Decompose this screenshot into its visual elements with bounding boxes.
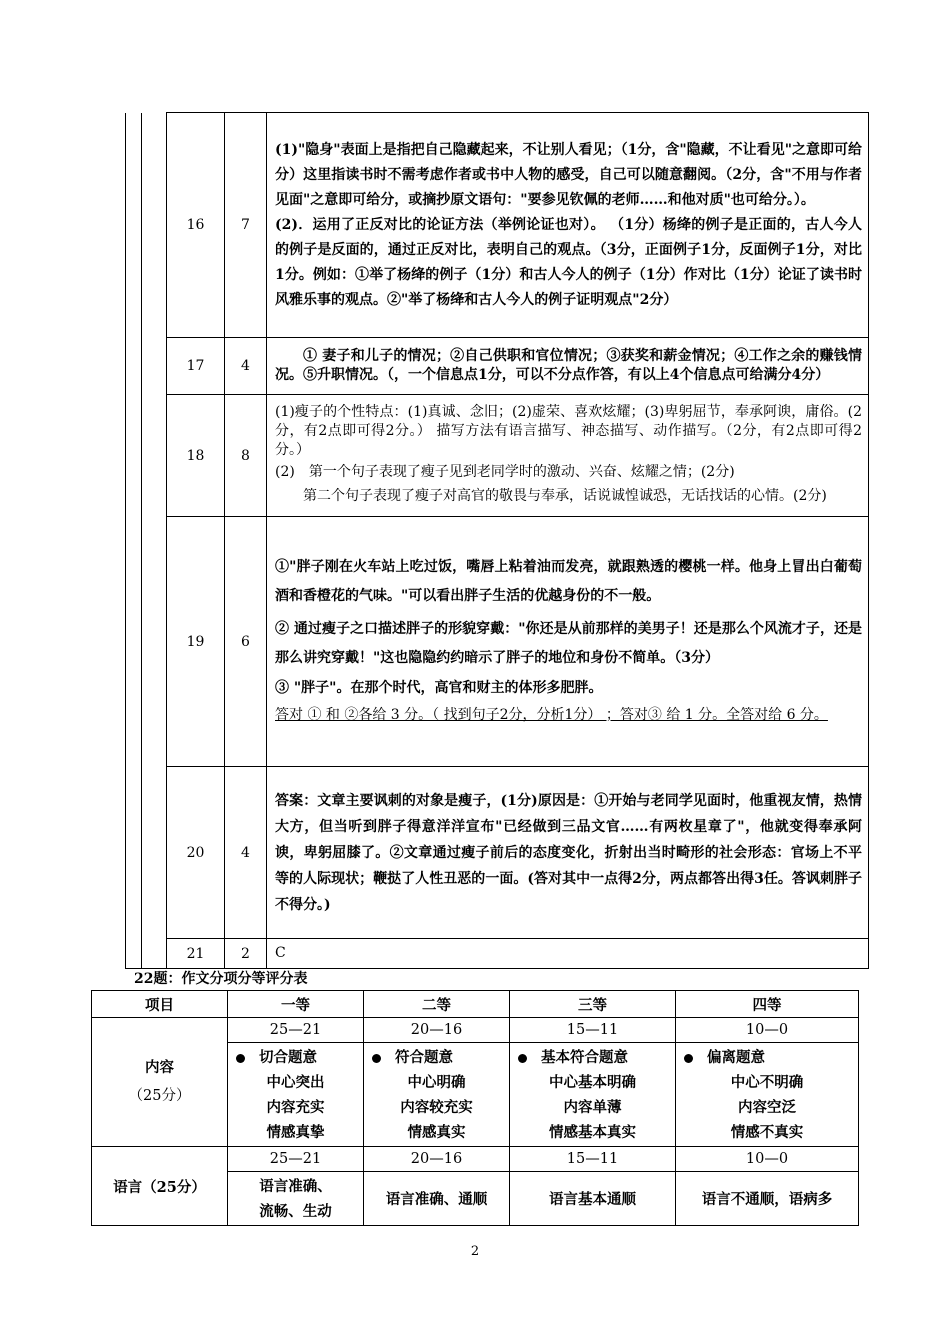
level-criterion: 内容空泛 [738, 1099, 796, 1116]
content-label-points: （25分） [128, 1088, 191, 1104]
score-range: 10—0 [676, 1018, 859, 1043]
level-description [676, 1043, 859, 1147]
answer-text: ③ "胖子"。在那个时代，高官和财主的体形多肥胖。 [275, 679, 603, 696]
answer-text: ① 妻子和儿子的情况；②自己供职和官位情况；③获奖和薪金情况；④工作之余的赚钱情况。⑤升职情况。（，一个信息点1分，可以不分点作答，有以上4个信息点可给满分4分） [275, 348, 862, 383]
table-row [126, 767, 869, 939]
header-cell: 二等 [364, 991, 510, 1018]
answer-scoring-note: 答对 ① 和 ②各给 3 分。（ 找到句子2分，分析1分） ；答对③ 给 1 分。全答对给 6 分。 [275, 706, 828, 723]
content-label-cell [92, 1018, 228, 1147]
answer-text: C [275, 945, 286, 961]
bullet-icon [372, 1054, 381, 1063]
level-criterion: 情感真挚 [266, 1124, 325, 1141]
answer-text: ①"胖子刚在火车站上吃过饭，嘴唇上粘着油而发亮，就跟熟透的樱桃一样。他身上冒出白葡萄酒和香橙花的气味。"可以看出胖子生活的优越身份的不一般。 [275, 558, 862, 604]
answer-text: (1)瘦子的个性特点：(1)真诚、念旧；(2)虚荣、喜欢炫耀；(3)卑躬屈节，奉承阿谀，庸俗。(2分，有2点即可得2分。） 描写方法有语言描写、神态描写、动作描写。（2分，有2点即可得2分。） [275, 404, 862, 458]
content-range-row [92, 1018, 859, 1043]
level-description: 语言准确、通顺 [364, 1172, 510, 1226]
question-points: 4 [225, 767, 267, 939]
question-points: 2 [225, 939, 267, 969]
header-cell: 一等 [228, 991, 364, 1018]
answer-cell [267, 767, 869, 939]
level-criterion: 情感不真实 [730, 1124, 804, 1141]
level-criterion: 符合题意 [395, 1049, 453, 1066]
score-range: 10—0 [676, 1147, 859, 1172]
rubric-header-row [92, 991, 859, 1018]
level-criterion: 中心突出 [266, 1074, 325, 1091]
level-criterion: 情感真实 [407, 1124, 466, 1141]
question-points: 6 [225, 517, 267, 767]
table-row [126, 939, 869, 969]
table-row [126, 517, 869, 767]
table-row [126, 113, 869, 338]
answer-text: (1)"隐身"表面上是指把自己隐藏起来，不让别人看见；（1分，含"隐藏，不让看见"之意即可给分）这里指读书时不需考虑作者或书中人物的感受，自己可以随意翻阅。（2分，含"不用与作者见面"之意即可给分，或摘抄原文语句："要参见钦佩的老师……和他对质"也可给分。）。 [275, 141, 862, 208]
question-number: 18 [167, 395, 225, 517]
level-description [510, 1043, 676, 1147]
level-description [364, 1043, 510, 1147]
question-number: 21 [167, 939, 225, 969]
question-number: 16 [167, 113, 225, 338]
question-number: 19 [167, 517, 225, 767]
level-criterion: 内容单薄 [563, 1099, 622, 1116]
answer-cell [267, 338, 869, 395]
answer-cell [267, 113, 869, 338]
score-range: 20—16 [364, 1147, 510, 1172]
level-description [228, 1172, 364, 1226]
level-criterion: 语言准确、 [259, 1177, 332, 1195]
level-criterion: 中心基本明确 [549, 1074, 636, 1091]
level-criterion: 情感基本真实 [549, 1124, 636, 1141]
level-description: 语言基本通顺 [510, 1172, 676, 1226]
score-range: 25—21 [228, 1018, 364, 1043]
answer-cell [267, 517, 869, 767]
level-criterion: 中心不明确 [730, 1074, 804, 1091]
level-criterion: 内容较充实 [400, 1099, 473, 1116]
level-description: 语言不通顺，语病多 [676, 1172, 859, 1226]
header-cell: 四等 [676, 991, 859, 1018]
table-row [126, 338, 869, 395]
level-criterion: 偏离题意 [707, 1049, 765, 1066]
bullet-icon [684, 1054, 693, 1063]
question-number: 20 [167, 767, 225, 939]
level-description [228, 1043, 364, 1147]
answer-text: 第二个句子表现了瘦子对高官的敬畏与奉承，话说诚惶诚恐，无话找话的心情。(2分) [303, 488, 827, 504]
question-points: 8 [225, 395, 267, 517]
blank-column-2 [142, 113, 167, 969]
blank-column-1 [126, 113, 142, 969]
table-row [126, 395, 869, 517]
question-number: 17 [167, 338, 225, 395]
level-criterion: 流畅、生动 [259, 1202, 332, 1220]
score-range: 15—11 [510, 1147, 676, 1172]
rubric-caption: 22题：作文分项分等评分表 [134, 971, 308, 987]
score-range: 15—11 [510, 1018, 676, 1043]
answer-text: ② 通过瘦子之口描述胖子的形貌穿戴："你还是从前那样的美男子！还是那么个风流才子，还是那么讲究穿戴！"这也隐隐约约暗示了胖子的地位和身份不简单。（3分） [275, 620, 862, 666]
answer-text: 答案：文章主要讽刺的对象是瘦子，(1分)原因是：①开始与老同学见面时，他重视友情，热情大方，但当听到胖子得意洋洋宣布"已经做到三品文官……有两枚星章了"，他就变得奉承阿谀，卑躬屈膝了。②文章通过瘦子前后的态度变化，折射出当时畸形的社会形态：官场上不平等的人际现状；鞭挞了人性丑恶的一面。(答对其中一点得2分，两点都答出得3任。答讽刺胖子不得分。) [275, 792, 862, 913]
bullet-icon [518, 1054, 527, 1063]
score-range: 25—21 [228, 1147, 364, 1172]
level-criterion: 内容充实 [266, 1099, 325, 1116]
page-number: 2 [470, 1244, 480, 1259]
language-label: 语言（25分） [92, 1147, 228, 1226]
essay-rubric-table [91, 990, 859, 1226]
level-criterion: 基本符合题意 [541, 1049, 628, 1066]
language-range-row [92, 1147, 859, 1172]
level-criterion: 中心明确 [407, 1074, 466, 1091]
answer-text: (2)．运用了正反对比的论证方法（举例论证也对）。 （1分）杨绛的例子是正面的，古人今人的例子是反面的，通过正反对比，表明自己的观点。（3分，正面例子1分，反面例子1分，对比1分。例如：①举了杨绛的例子（1分）和古人今人的例子（1分）作对比（1分）论证了读书时风雅乐事的观点。②"举了杨绛和古人今人的例子证明观点"2分） [275, 216, 862, 308]
score-range: 20—16 [364, 1018, 510, 1043]
question-points: 7 [225, 113, 267, 338]
answer-text: (2) 第一个句子表现了瘦子见到老同学时的激动、兴奋、炫耀之情；(2分) [275, 464, 735, 480]
header-cell: 项目 [92, 991, 228, 1018]
answer-cell [267, 939, 869, 969]
content-label: 内容 [145, 1059, 174, 1076]
answer-cell [267, 395, 869, 517]
bullet-icon [236, 1054, 245, 1063]
level-criterion: 切合题意 [259, 1049, 317, 1066]
question-points: 4 [225, 338, 267, 395]
answer-table [125, 112, 869, 969]
header-cell: 三等 [510, 991, 676, 1018]
